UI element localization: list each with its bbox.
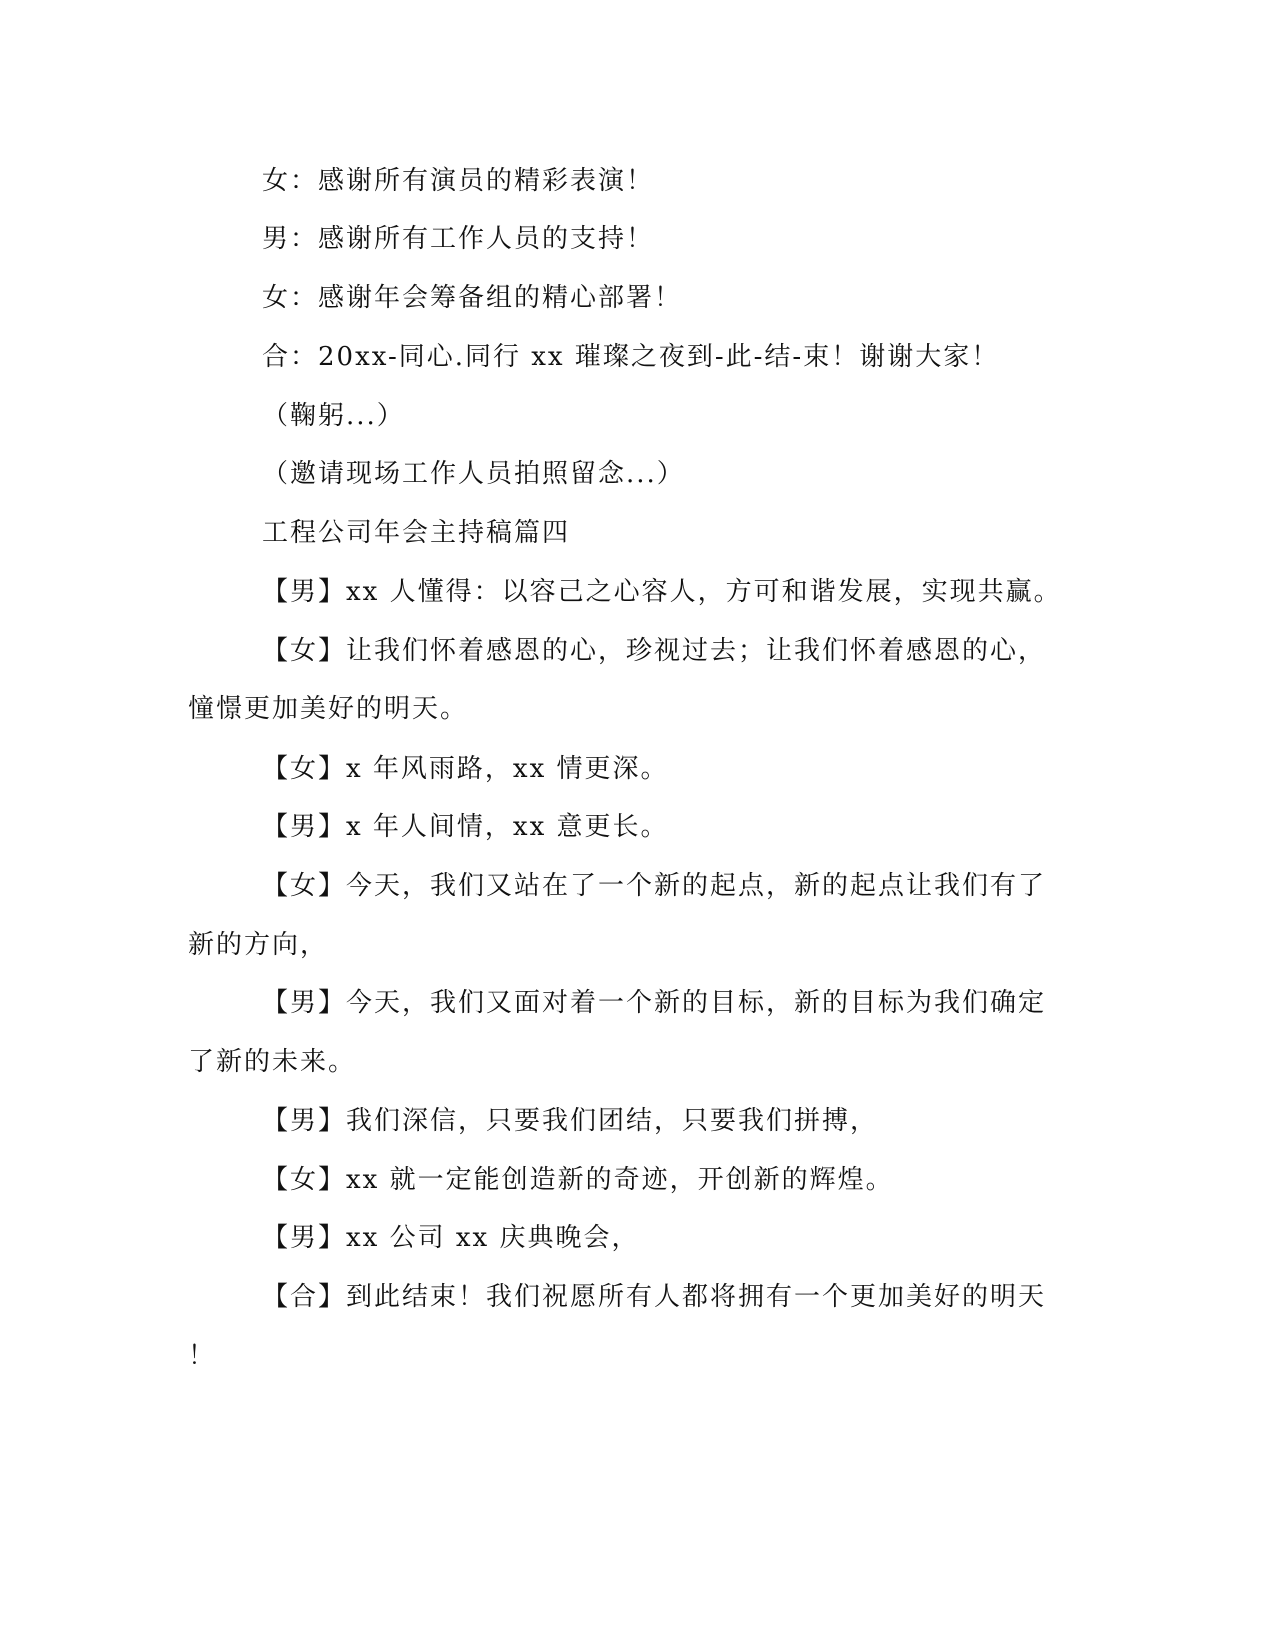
stage-direction: （邀请现场工作人员拍照留念...） [262, 459, 685, 489]
dialogue-line: 【男】xx 公司 xx 庆典晚会， [262, 1223, 640, 1253]
stage-direction: （鞠躬...） [262, 401, 405, 431]
dialogue-line: 女：感谢年会筹备组的精心部署！ [262, 283, 683, 313]
dialogue-line: 【男】xx 人懂得：以容己之心容人，方可和谐发展，实现共赢。 [262, 577, 1062, 607]
dialogue-line: 【男】x 年人间情，xx 意更长。 [262, 812, 669, 842]
dialogue-continuation: ！ [188, 1341, 217, 1371]
dialogue-line: 男：感谢所有工作人员的支持！ [262, 224, 655, 254]
dialogue-line: 【女】今天，我们又站在了一个新的起点，新的起点让我们有了 [262, 871, 1047, 901]
dialogue-continuation: 新的方向， [188, 930, 329, 960]
dialogue-line: 合：20xx-同心.同行 xx 璀璨之夜到-此-结-束！谢谢大家！ [262, 342, 1000, 372]
dialogue-line: 【女】xx 就一定能创造新的奇迹，开创新的辉煌。 [262, 1165, 894, 1195]
dialogue-line: 女：感谢所有演员的精彩表演！ [262, 166, 655, 196]
dialogue-line: 【男】今天，我们又面对着一个新的目标，新的目标为我们确定 [262, 988, 1047, 1018]
dialogue-line: 【男】我们深信，只要我们团结，只要我们拼搏， [262, 1106, 879, 1136]
dialogue-line: 【合】到此结束！我们祝愿所有人都将拥有一个更加美好的明天 [262, 1282, 1047, 1312]
dialogue-continuation: 憧憬更加美好的明天。 [188, 694, 469, 724]
dialogue-continuation: 了新的未来。 [188, 1047, 357, 1077]
dialogue-line: 【女】让我们怀着感恩的心，珍视过去；让我们怀着感恩的心， [262, 636, 1047, 666]
section-heading: 工程公司年会主持稿篇四 [262, 518, 571, 548]
dialogue-line: 【女】x 年风雨路，xx 情更深。 [262, 754, 669, 784]
